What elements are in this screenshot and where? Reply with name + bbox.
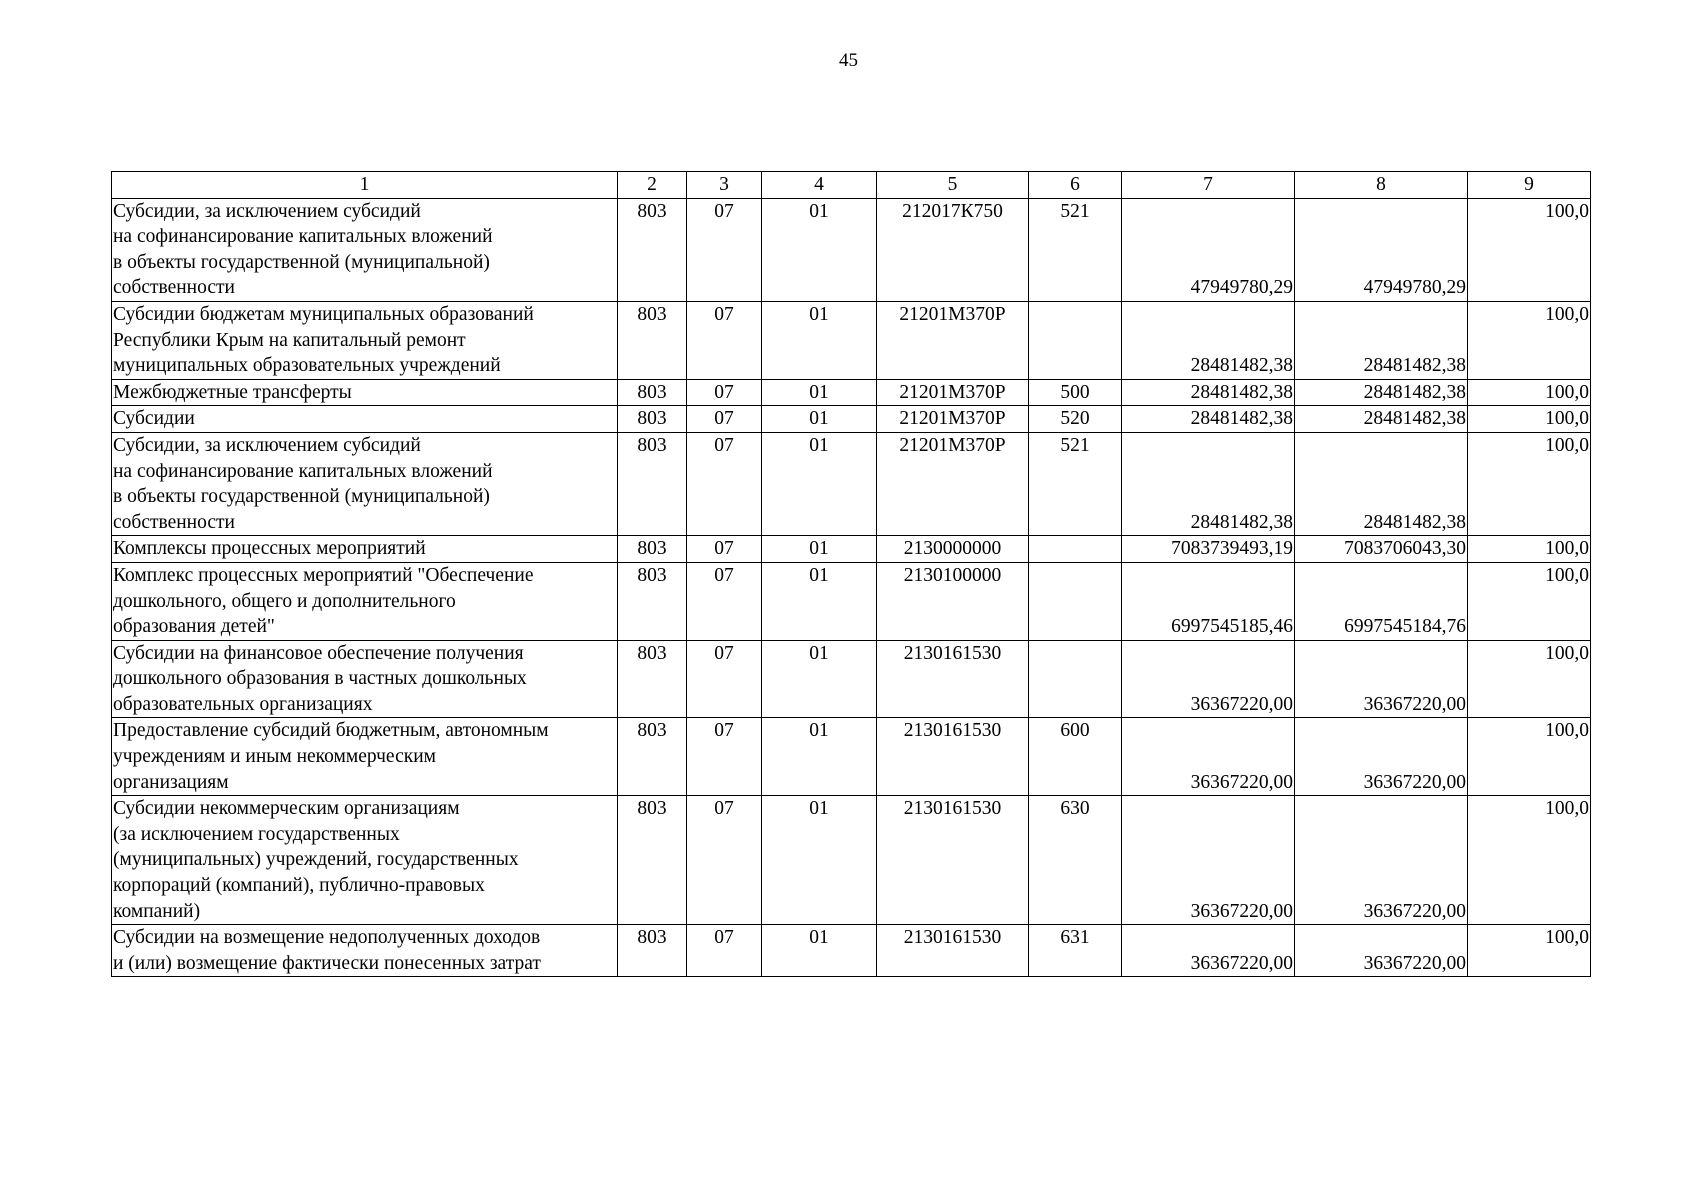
row-code-cell: 01 (762, 562, 877, 640)
row-amount-cell: 28481482,38 (1122, 406, 1295, 433)
table-row (112, 925, 1591, 977)
row-name-cell: Комплексы процессных мероприятий (112, 536, 618, 563)
row-amount-cell: 28481482,38 (1295, 406, 1468, 433)
row-code-cell: 212017К750 (877, 198, 1029, 301)
row-code-cell: 2130100000 (877, 562, 1029, 640)
row-name-cell: Комплекс процессных мероприятий "Обеспечение дошкольного, общего и дополнительного образования детей" (112, 562, 618, 640)
row-code-cell: 803 (618, 796, 687, 925)
column-header: 1 (112, 172, 618, 199)
row-code-cell: 01 (762, 536, 877, 563)
row-code-cell: 07 (687, 536, 762, 563)
table-row (112, 198, 1591, 301)
row-amount-cell: 28481482,38 (1295, 379, 1468, 406)
row-amount-cell: 36367220,00 (1295, 640, 1468, 718)
table-row (112, 379, 1591, 406)
row-amount-cell: 36367220,00 (1295, 718, 1468, 796)
row-code-cell (1029, 640, 1122, 718)
row-amount-cell: 36367220,00 (1295, 925, 1468, 977)
column-header: 5 (877, 172, 1029, 199)
row-code-cell: 803 (618, 562, 687, 640)
row-name-cell: Субсидии на возмещение недополученных доходов и (или) возмещение фактически понесенных затрат (112, 925, 618, 977)
table-row (112, 432, 1591, 535)
row-name-cell: Субсидии, за исключением субсидий на софинансирование капитальных вложений в объекты государственной (муниципальной) собственности (112, 198, 618, 301)
row-code-cell: 803 (618, 925, 687, 977)
row-code-cell: 07 (687, 562, 762, 640)
row-code-cell: 01 (762, 925, 877, 977)
page-number: 45 (839, 50, 858, 71)
row-code-cell: 803 (618, 406, 687, 433)
row-code-cell (1029, 536, 1122, 563)
column-header: 2 (618, 172, 687, 199)
row-amount-cell: 47949780,29 (1122, 198, 1295, 301)
row-code-cell: 803 (618, 301, 687, 379)
row-code-cell: 07 (687, 718, 762, 796)
row-percent-cell: 100,0 (1468, 432, 1591, 535)
row-code-cell (1029, 301, 1122, 379)
row-code-cell: 07 (687, 379, 762, 406)
row-percent-cell: 100,0 (1468, 406, 1591, 433)
row-name-cell: Предоставление субсидий бюджетным, автономным учреждениям и иным некоммерческим организациям (112, 718, 618, 796)
row-amount-cell: 28481482,38 (1122, 379, 1295, 406)
table-row (112, 562, 1591, 640)
row-amount-cell: 36367220,00 (1122, 925, 1295, 977)
row-code-cell: 803 (618, 718, 687, 796)
row-code-cell: 2130161530 (877, 796, 1029, 925)
row-percent-cell: 100,0 (1468, 718, 1591, 796)
table-row (112, 536, 1591, 563)
row-name-cell: Межбюджетные трансферты (112, 379, 618, 406)
row-code-cell: 21201М370Р (877, 432, 1029, 535)
row-code-cell: 07 (687, 640, 762, 718)
table-row (112, 640, 1591, 718)
row-code-cell: 803 (618, 432, 687, 535)
row-amount-cell: 36367220,00 (1122, 718, 1295, 796)
row-percent-cell: 100,0 (1468, 796, 1591, 925)
row-code-cell: 2130161530 (877, 925, 1029, 977)
row-code-cell: 01 (762, 198, 877, 301)
row-code-cell: 21201М370Р (877, 301, 1029, 379)
row-code-cell: 01 (762, 406, 877, 433)
row-code-cell: 01 (762, 432, 877, 535)
row-amount-cell: 28481482,38 (1295, 301, 1468, 379)
row-name-cell: Субсидии на финансовое обеспечение получения дошкольного образования в частных дошкольных образовательных организациях (112, 640, 618, 718)
column-header: 8 (1295, 172, 1468, 199)
row-amount-cell: 36367220,00 (1122, 640, 1295, 718)
row-code-cell: 521 (1029, 432, 1122, 535)
column-header: 9 (1468, 172, 1591, 199)
row-code-cell: 01 (762, 640, 877, 718)
row-code-cell: 07 (687, 796, 762, 925)
row-code-cell: 21201М370Р (877, 379, 1029, 406)
table-header-row (112, 172, 1591, 199)
row-code-cell: 01 (762, 301, 877, 379)
row-amount-cell: 36367220,00 (1122, 796, 1295, 925)
row-percent-cell: 100,0 (1468, 301, 1591, 379)
row-percent-cell: 100,0 (1468, 536, 1591, 563)
row-percent-cell: 100,0 (1468, 198, 1591, 301)
column-header: 4 (762, 172, 877, 199)
row-code-cell: 2130161530 (877, 640, 1029, 718)
row-name-cell: Субсидии некоммерческим организациям (за исключением государственных (муниципальных) учреждений, государственных корпораций (компаний), публично-правовых компаний) (112, 796, 618, 925)
row-amount-cell: 47949780,29 (1295, 198, 1468, 301)
row-name-cell: Субсидии (112, 406, 618, 433)
row-amount-cell: 28481482,38 (1295, 432, 1468, 535)
row-code-cell: 21201М370Р (877, 406, 1029, 433)
row-percent-cell: 100,0 (1468, 925, 1591, 977)
row-amount-cell: 28481482,38 (1122, 432, 1295, 535)
row-amount-cell: 36367220,00 (1295, 796, 1468, 925)
row-code-cell: 01 (762, 718, 877, 796)
row-percent-cell: 100,0 (1468, 640, 1591, 718)
row-code-cell: 803 (618, 379, 687, 406)
row-code-cell: 2130161530 (877, 718, 1029, 796)
row-amount-cell: 7083739493,19 (1122, 536, 1295, 563)
row-amount-cell: 7083706043,30 (1295, 536, 1468, 563)
row-code-cell: 500 (1029, 379, 1122, 406)
row-code-cell: 07 (687, 198, 762, 301)
row-code-cell: 01 (762, 796, 877, 925)
row-code-cell: 07 (687, 301, 762, 379)
row-code-cell: 630 (1029, 796, 1122, 925)
row-code-cell: 07 (687, 432, 762, 535)
row-code-cell: 803 (618, 536, 687, 563)
row-code-cell: 600 (1029, 718, 1122, 796)
table-row (112, 406, 1591, 433)
row-name-cell: Субсидии, за исключением субсидий на софинансирование капитальных вложений в объекты государственной (муниципальной) собственности (112, 432, 618, 535)
row-code-cell: 07 (687, 406, 762, 433)
row-name-cell: Субсидии бюджетам муниципальных образований Республики Крым на капитальный ремонт муниципальных образовательных учреждений (112, 301, 618, 379)
row-percent-cell: 100,0 (1468, 562, 1591, 640)
table-row (112, 718, 1591, 796)
row-amount-cell: 28481482,38 (1122, 301, 1295, 379)
row-amount-cell: 6997545185,46 (1122, 562, 1295, 640)
table-row (112, 301, 1591, 379)
row-code-cell: 803 (618, 198, 687, 301)
row-code-cell: 631 (1029, 925, 1122, 977)
row-percent-cell: 100,0 (1468, 379, 1591, 406)
table-row (112, 796, 1591, 925)
row-code-cell: 2130000000 (877, 536, 1029, 563)
row-code-cell: 521 (1029, 198, 1122, 301)
column-header: 6 (1029, 172, 1122, 199)
row-code-cell: 520 (1029, 406, 1122, 433)
row-amount-cell: 6997545184,76 (1295, 562, 1468, 640)
row-code-cell (1029, 562, 1122, 640)
row-code-cell: 07 (687, 925, 762, 977)
row-code-cell: 803 (618, 640, 687, 718)
column-header: 7 (1122, 172, 1295, 199)
column-header: 3 (687, 172, 762, 199)
row-code-cell: 01 (762, 379, 877, 406)
budget-table (111, 171, 1591, 977)
